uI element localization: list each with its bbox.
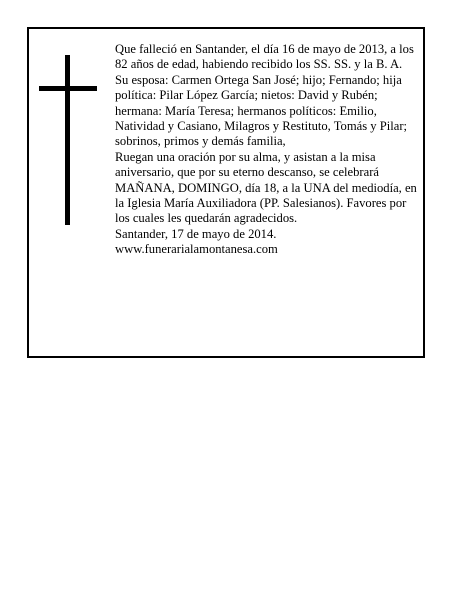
latin-cross-icon — [39, 55, 97, 225]
family-paragraph: Su esposa: Carmen Ortega San José; hijo; Fernando; hija política: Pilar López García; nietos: David y Rubén; hermana: María Teresa; hermanos políticos: Emilio, Natividad y Casiano, Milagros y Restituto, Tomás y Pilar; sobrinos, primos y demás familia, — [115, 72, 408, 149]
website-text: www.funerarialamontanesa.com — [115, 242, 278, 257]
cross-vertical-bar — [65, 55, 70, 225]
place-date: Santander, 17 de mayo de 2014. — [115, 226, 277, 241]
notice-text — [115, 42, 421, 258]
mass-request-paragraph: Ruegan una oración por su alma, y asistan a la misa aniversario, que por su eterno descanso, se celebrará MAÑANA, DOMINGO, día 18, a la UNA del mediodía, en la Iglesia María Auxiliadora (PP. Salesianos). Favores por los cuales les quedarán agradecidos. — [115, 149, 417, 226]
obituary-notice — [27, 27, 425, 358]
intro-paragraph: Que falleció en Santander, el día 16 de mayo de 2013, a los 82 años de edad, habiendo recibido los SS. SS. y la B. A. — [115, 42, 414, 72]
cross-horizontal-bar — [39, 86, 97, 91]
